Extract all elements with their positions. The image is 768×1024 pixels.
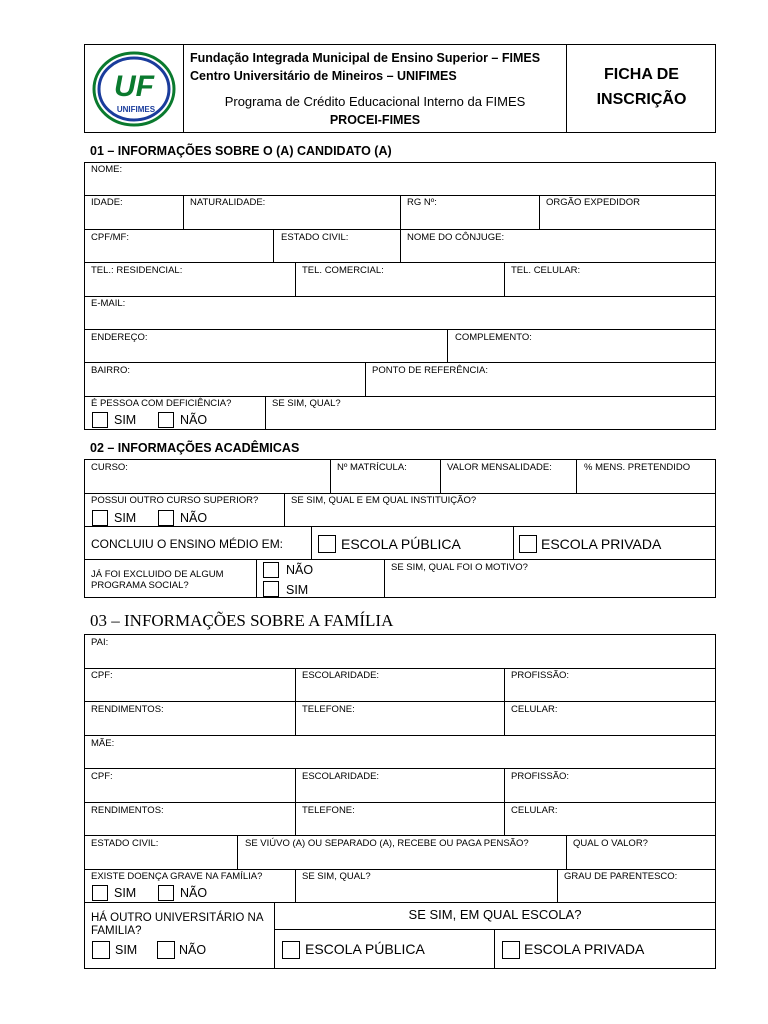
col-line [295, 802, 296, 835]
outro-univ-privada-checkbox[interactable] [502, 941, 520, 959]
excluido-label: JÁ FOI EXCLUIDO DE ALGUM PROGRAMA SOCIAL? [91, 569, 224, 591]
ensino-medio-privada-label: ESCOLA PRIVADA [541, 536, 662, 552]
outro-univ-nao-checkbox[interactable] [157, 941, 175, 959]
col-line [566, 835, 567, 869]
col-line [365, 362, 366, 396]
row-line [84, 296, 716, 297]
col-line [256, 559, 257, 598]
qual-escola-label: SE SIM, EM QUAL ESCOLA? [408, 907, 582, 922]
row-line [84, 668, 716, 669]
excluido-sim-label: SIM [286, 583, 309, 597]
row-line [84, 493, 716, 494]
rg-label: RG Nº: [407, 197, 437, 208]
form-title-line-2: INSCRIÇÃO [596, 91, 687, 108]
pensao-valor-label: QUAL O VALOR? [573, 838, 648, 849]
doenca-sim-label: SIM [114, 886, 137, 900]
col-line [504, 802, 505, 835]
doenca-sim-checkbox[interactable] [92, 885, 108, 901]
outro-curso-nao-checkbox[interactable] [158, 510, 174, 526]
header-line-4: PROCEI-FIMES [329, 113, 421, 127]
nome-label: NOME: [91, 164, 123, 175]
familia-estado-civil-label: ESTADO CIVIL: [91, 838, 159, 849]
col-line [384, 559, 385, 598]
deficiencia-qual-label: SE SIM, QUAL? [272, 398, 341, 409]
deficiencia-label: É PESSOA COM DEFICIÊNCIA? [91, 398, 232, 409]
row-line [84, 526, 716, 527]
outro-univ-nao-label: NÃO [179, 943, 207, 957]
section-1-title: 01 – INFORMAÇÕES SOBRE O (A) CANDIDATO (A) [90, 144, 392, 158]
outro-univ-sim-label: SIM [115, 943, 138, 957]
doenca-label: EXISTE DOENÇA GRAVE NA FAMÍLIA? [91, 871, 263, 882]
col-line [311, 526, 312, 559]
idade-label: IDADE: [91, 197, 123, 208]
row-line [84, 802, 716, 803]
form-title [567, 62, 716, 112]
form-title-line-1: FICHA DE [604, 66, 679, 83]
deficiencia-sim-checkbox[interactable] [92, 412, 108, 428]
ensino-medio-publica-label: ESCOLA PÚBLICA [341, 536, 461, 552]
complemento-label: COMPLEMENTO: [455, 332, 532, 343]
outro-univ-publica-checkbox[interactable] [282, 941, 300, 959]
col-line [295, 668, 296, 701]
pai-celular-label: CELULAR: [511, 704, 558, 715]
col-line [513, 526, 514, 559]
pai-profissao-label: PROFISSÃO: [511, 670, 570, 681]
col-line [295, 701, 296, 735]
unifimes-logo [92, 50, 176, 128]
section-2-title: 02 – INFORMAÇÕES ACADÊMICAS [90, 441, 300, 455]
orgao-label: ORGÃO EXPEDIDOR [546, 197, 640, 208]
parentesco-label: GRAU DE PARENTESCO: [564, 871, 678, 882]
row-line [84, 735, 716, 736]
pai-cpf-label: CPF: [91, 670, 113, 681]
row-line [84, 869, 716, 870]
matricula-label: Nº MATRÍCULA: [337, 462, 407, 473]
deficiencia-nao-label: NÃO [180, 413, 208, 427]
excluido-sim-checkbox[interactable] [263, 581, 279, 597]
outro-curso-sim-checkbox[interactable] [92, 510, 108, 526]
endereco-label: ENDEREÇO: [91, 332, 148, 343]
ensino-medio-label: CONCLUIU O ENSINO MÉDIO EM: [91, 537, 284, 551]
col-line [504, 262, 505, 296]
col-line [295, 262, 296, 296]
header-line-2: Centro Universitário de Mineiros – UNIFIMES [190, 69, 457, 83]
tel-comercial-label: TEL. COMERCIAL: [302, 265, 384, 276]
col-line [504, 768, 505, 802]
row-line [84, 362, 716, 363]
col-line [504, 701, 505, 735]
curso-label: CURSO: [91, 462, 128, 473]
pai-escolaridade-label: ESCOLARIDADE: [302, 670, 380, 681]
header-line-1: Fundação Integrada Municipal de Ensino Superior – FIMES [190, 51, 541, 65]
mae-profissao-label: PROFISSÃO: [511, 771, 570, 782]
mae-label: MÃE: [91, 738, 115, 749]
mae-celular-label: CELULAR: [511, 805, 558, 816]
outro-curso-nao-label: NÃO [180, 511, 208, 525]
row-line [84, 396, 716, 397]
excluido-nao-label: NÃO [286, 563, 314, 577]
bairro-label: BAIRRO: [91, 365, 131, 376]
doenca-nao-checkbox[interactable] [158, 885, 174, 901]
cpf-label: CPF/MF: [91, 232, 129, 243]
col-line [557, 869, 558, 902]
col-line [576, 459, 577, 493]
mae-cpf-label: CPF: [91, 771, 113, 782]
outro-universitario-label: HÁ OUTRO UNIVERSITÁRIO NA FAMILIA? [91, 912, 263, 937]
pensao-label: SE VIÚVO (A) OU SEPARADO (A), RECEBE OU PAGA PENSÃO? [245, 838, 529, 849]
naturalidade-label: NATURALIDADE: [190, 197, 266, 208]
ensino-medio-privada-checkbox[interactable] [519, 535, 537, 553]
deficiencia-sim-label: SIM [114, 413, 137, 427]
row-line [84, 768, 716, 769]
outro-curso-sim-label: SIM [114, 511, 137, 525]
row-line [84, 902, 716, 903]
doenca-qual-label: SE SIM, QUAL? [302, 871, 371, 882]
outro-univ-privada-label: ESCOLA PRIVADA [524, 941, 645, 957]
row-line [84, 262, 716, 263]
row-line [274, 929, 716, 930]
col-line [295, 869, 296, 902]
valor-mensalidade-label: VALOR MENSALIDADE: [447, 462, 552, 473]
col-line [265, 396, 266, 430]
col-line [504, 668, 505, 701]
col-line [237, 835, 238, 869]
pai-rendimentos-label: RENDIMENTOS: [91, 704, 164, 715]
outro-curso-label: POSSUI OUTRO CURSO SUPERIOR? [91, 495, 259, 506]
row-line [84, 835, 716, 836]
row-line [84, 329, 716, 330]
col-line [539, 195, 540, 229]
ensino-medio-publica-checkbox[interactable] [318, 535, 336, 553]
col-line [494, 929, 495, 969]
col-line [330, 459, 331, 493]
pct-mensalidade-label: % MENS. PRETENDIDO [584, 462, 691, 473]
col-line [295, 768, 296, 802]
row-line [84, 559, 716, 560]
header-line-3: Programa de Crédito Educacional Interno da FIMES [224, 94, 526, 109]
logo-letters: UF [114, 70, 154, 103]
pai-telefone-label: TELEFONE: [302, 704, 355, 715]
row-line [84, 701, 716, 702]
logo-subtext: UNIFIMES [116, 105, 156, 114]
pai-label: PAI: [91, 637, 109, 648]
col-line [273, 229, 274, 262]
col-line [400, 229, 401, 262]
section-3-title: 03 – INFORMAÇÕES SOBRE A FAMÍLIA [90, 611, 394, 630]
conjuge-label: NOME DO CÔNJUGE: [407, 232, 505, 243]
col-line [284, 493, 285, 526]
email-label: E-MAIL: [91, 298, 126, 309]
col-line [183, 195, 184, 229]
mae-escolaridade-label: ESCOLARIDADE: [302, 771, 380, 782]
qual-instituicao-label: SE SIM, QUAL E EM QUAL INSTITUIÇÃO? [291, 495, 477, 506]
tel-residencial-label: TEL.: RESIDENCIAL: [91, 265, 183, 276]
estado-civil-label: ESTADO CIVIL: [281, 232, 349, 243]
deficiencia-nao-checkbox[interactable] [158, 412, 174, 428]
outro-univ-publica-label: ESCOLA PÚBLICA [305, 941, 425, 957]
ponto-referencia-label: PONTO DE REFERÊNCIA: [372, 365, 488, 376]
col-line [400, 195, 401, 229]
motivo-label: SE SIM, QUAL FOI O MOTIVO? [391, 562, 528, 573]
excluido-nao-checkbox[interactable] [263, 562, 279, 578]
tel-celular-label: TEL. CELULAR: [511, 265, 581, 276]
col-line [447, 329, 448, 362]
col-line [440, 459, 441, 493]
outro-univ-sim-checkbox[interactable] [92, 941, 110, 959]
mae-rendimentos-label: RENDIMENTOS: [91, 805, 164, 816]
mae-telefone-label: TELEFONE: [302, 805, 355, 816]
doenca-nao-label: NÃO [180, 886, 208, 900]
